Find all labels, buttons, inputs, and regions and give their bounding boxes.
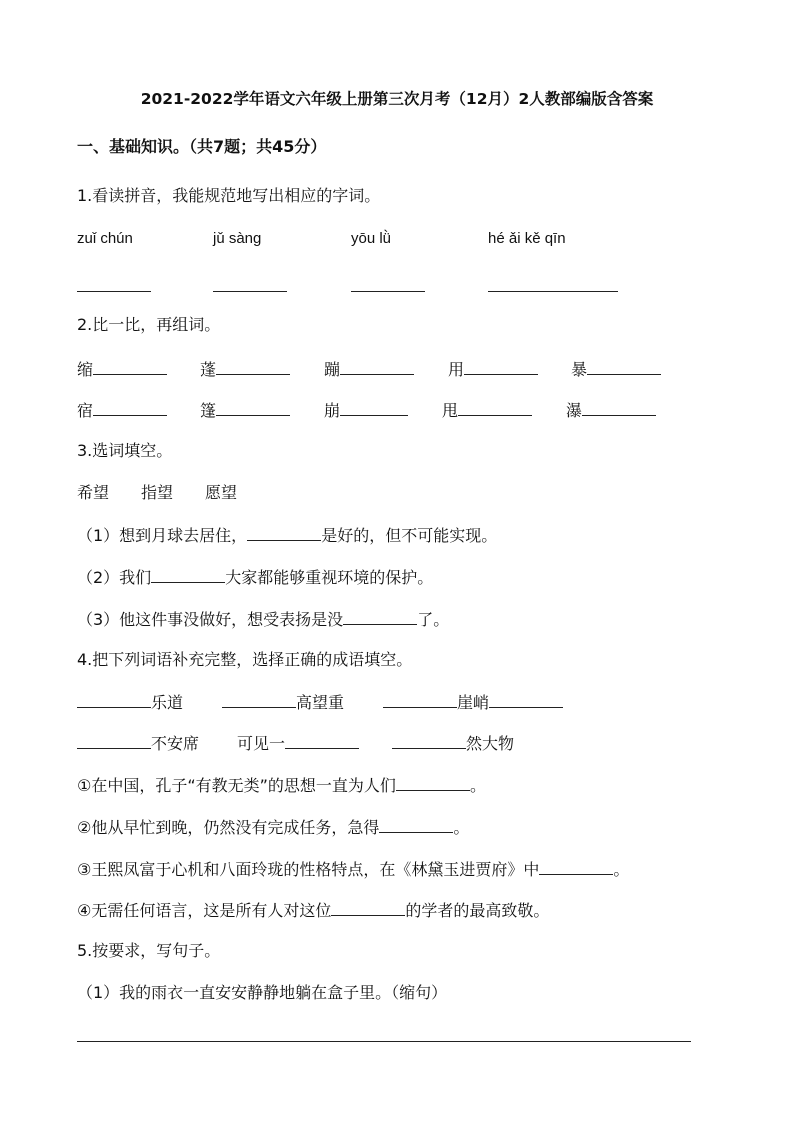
answer-blank[interactable] <box>379 815 453 833</box>
answer-blank[interactable] <box>93 357 167 375</box>
question-3-prompt: 3.选词填空。 <box>77 441 173 460</box>
idiom-item: 不安席 <box>77 731 199 755</box>
answer-blank[interactable] <box>247 523 321 541</box>
compare-item: 蓬 <box>200 357 290 381</box>
answer-blank[interactable] <box>587 357 661 375</box>
idiom-sentence-2: ②他从早忙到晚，仍然没有完成任务，急得 。 <box>77 815 469 839</box>
answer-blank[interactable] <box>340 357 414 375</box>
pinyin-4: hé ǎi kě qīn <box>488 230 566 247</box>
rewrite-sentence-1: （1）我的雨衣一直安安静静地躺在盒子里。（缩句） <box>77 983 448 1002</box>
answer-blank[interactable] <box>151 565 225 583</box>
compare-item: 崩 <box>324 398 408 422</box>
question-1-prompt: 1.看读拼音，我能规范地写出相应的字词。 <box>77 186 381 205</box>
page-title: 2021-2022学年语文六年级上册第三次月考（12月）2人教部编版含答案 <box>140 90 654 108</box>
fill-sentence-3: （3）他这件事没做好，想受表扬是没 了。 <box>77 607 449 631</box>
compare-item: 篷 <box>200 398 290 422</box>
answer-blank[interactable] <box>285 731 359 749</box>
answer-blank[interactable] <box>216 398 290 416</box>
question-2-prompt: 2.比一比，再组词。 <box>77 315 221 334</box>
fill-sentence-1: （1）想到月球去居住， 是好的，但不可能实现。 <box>77 523 497 547</box>
answer-blank[interactable] <box>216 357 290 375</box>
answer-blank[interactable] <box>77 291 151 292</box>
idiom-sentence-4: ④无需任何语言，这是所有人对这位 的学者的最高致敬。 <box>77 898 549 922</box>
answer-blank[interactable] <box>582 398 656 416</box>
answer-blank[interactable] <box>213 291 287 292</box>
idiom-sentence-3: ③王熙凤富于心机和八面玲珑的性格特点，在《林黛玉进贾府》中 。 <box>77 857 629 881</box>
question-5-prompt: 5.按要求，写句子。 <box>77 941 221 960</box>
answer-blank[interactable] <box>340 398 408 416</box>
answer-blank[interactable] <box>331 898 405 916</box>
pinyin-1: zuǐ chún <box>77 230 133 247</box>
answer-blank[interactable] <box>222 690 296 708</box>
idiom-item: 乐道 <box>77 690 183 714</box>
idiom-item: 崖峭 <box>383 690 563 714</box>
compare-item: 宿 <box>77 398 167 422</box>
word-choices: 希望 指望 愿望 <box>77 483 238 502</box>
compare-item: 用 <box>448 357 538 381</box>
answer-blank[interactable] <box>351 291 425 292</box>
answer-blank[interactable] <box>383 690 457 708</box>
answer-blank[interactable] <box>77 731 151 749</box>
compare-item: 缩 <box>77 357 167 381</box>
answer-blank[interactable] <box>488 291 618 292</box>
section-heading-basics: 一、基础知识。（共7题；共45分） <box>77 137 327 156</box>
answer-blank[interactable] <box>464 357 538 375</box>
answer-line[interactable] <box>77 1041 691 1042</box>
pinyin-3: yōu lǜ <box>351 230 392 247</box>
answer-blank[interactable] <box>93 398 167 416</box>
fill-sentence-2: （2）我们 大家都能够重视环境的保护。 <box>77 565 433 589</box>
idiom-item: 然大物 <box>392 731 514 755</box>
idiom-item: 高望重 <box>222 690 344 714</box>
answer-blank[interactable] <box>343 607 417 625</box>
idiom-sentence-1: ①在中国，孔子“有教无类”的思想一直为人们 。 <box>77 773 486 797</box>
answer-blank[interactable] <box>396 773 470 791</box>
compare-item: 瀑 <box>566 398 656 422</box>
compare-item: 甩 <box>442 398 532 422</box>
question-4-prompt: 4.把下列词语补充完整，选择正确的成语填空。 <box>77 650 413 669</box>
answer-blank[interactable] <box>77 690 151 708</box>
answer-blank[interactable] <box>489 690 563 708</box>
answer-blank[interactable] <box>539 857 613 875</box>
compare-item: 暴 <box>571 357 661 381</box>
compare-item: 蹦 <box>324 357 414 381</box>
pinyin-2: jǔ sàng <box>213 230 262 247</box>
answer-blank[interactable] <box>392 731 466 749</box>
answer-blank[interactable] <box>458 398 532 416</box>
idiom-item: 可见一 <box>237 731 359 755</box>
